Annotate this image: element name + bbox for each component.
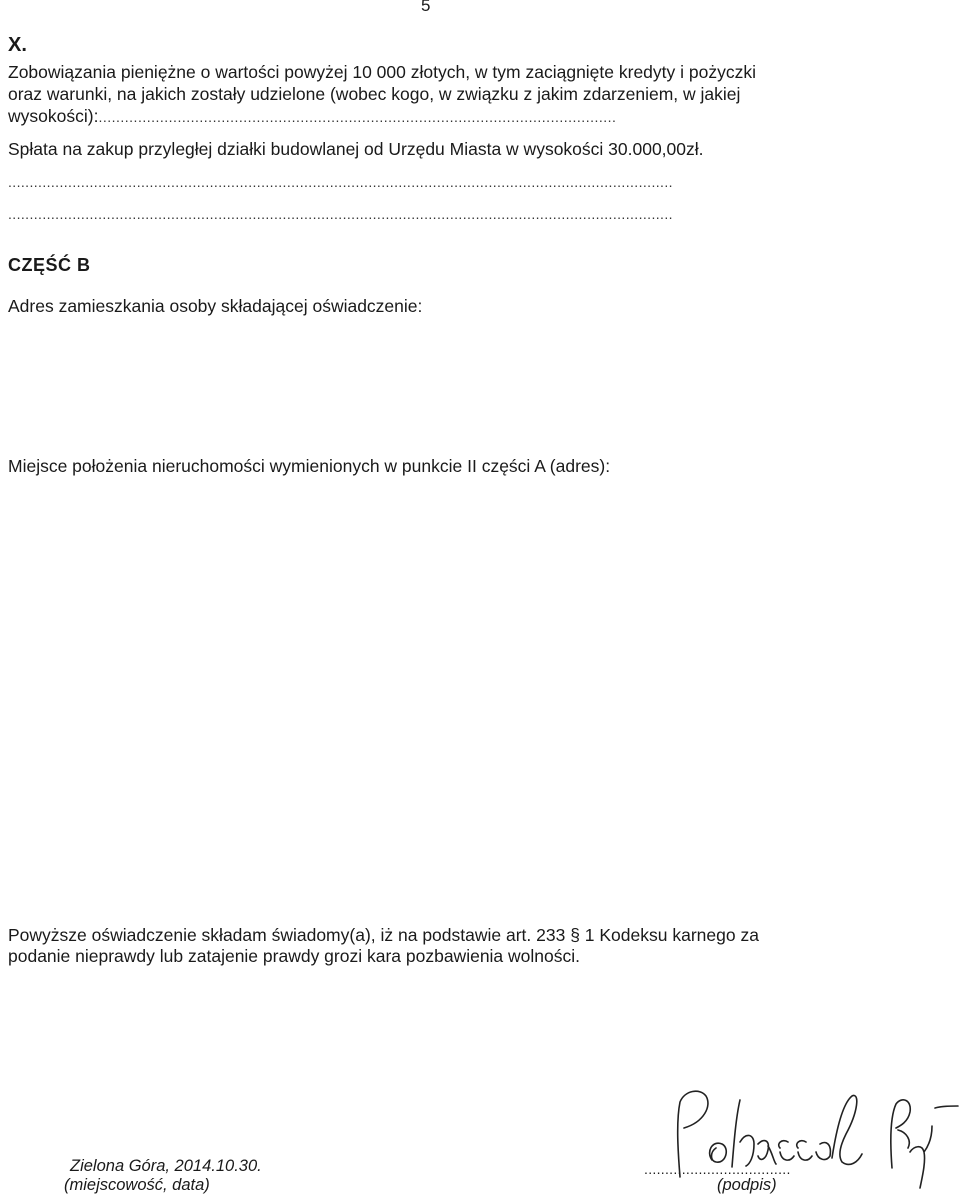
declaration-line2: podanie nieprawdy lub zatajenie prawdy grozi kara pozbawienia wolności. <box>8 946 581 966</box>
section-x-answer: Spłata na zakup przyległej działki budowlanej od Urzędu Miasta w wysokości 30.000,00zł. <box>8 139 704 159</box>
section-x-question-dots: ...................................................................................................................... <box>98 109 617 125</box>
answer-dots-row-1: ........................................................................................................................................................... <box>8 174 673 190</box>
section-x-label: X. <box>8 34 27 56</box>
page-number: 5 <box>421 0 431 15</box>
section-x-question-line3 <box>8 106 616 127</box>
signature-dots: ................................... <box>644 1161 791 1177</box>
place-date-caption: (miejscowość, data) <box>64 1176 210 1194</box>
handwritten-signature <box>640 1082 960 1192</box>
answer-dots-row-2: ........................................................................................................................................................... <box>8 206 673 222</box>
place-date: Zielona Góra, 2014.10.30. <box>70 1157 262 1175</box>
section-x-question-line1: Zobowiązania pieniężne o wartości powyżej 10 000 złotych, w tym zaciągnięte kredyty i pożyczki <box>8 62 756 82</box>
signature-caption: (podpis) <box>717 1176 777 1194</box>
address-label: Adres zamieszkania osoby składającej oświadczenie: <box>8 296 423 316</box>
section-b-heading: CZĘŚĆ B <box>8 255 91 275</box>
section-x-question-text: wysokości): <box>8 106 99 126</box>
declaration-line1: Powyższe oświadczenie składam świadomy(a), iż na podstawie art. 233 § 1 Kodeksu karnego za <box>8 925 759 945</box>
section-x-question-line2: oraz warunki, na jakich zostały udzielone (wobec kogo, w związku z jakim zdarzeniem, w jakiej <box>8 84 741 104</box>
property-location-label: Miejsce położenia nieruchomości wymienionych w punkcie II części A (adres): <box>8 456 611 476</box>
